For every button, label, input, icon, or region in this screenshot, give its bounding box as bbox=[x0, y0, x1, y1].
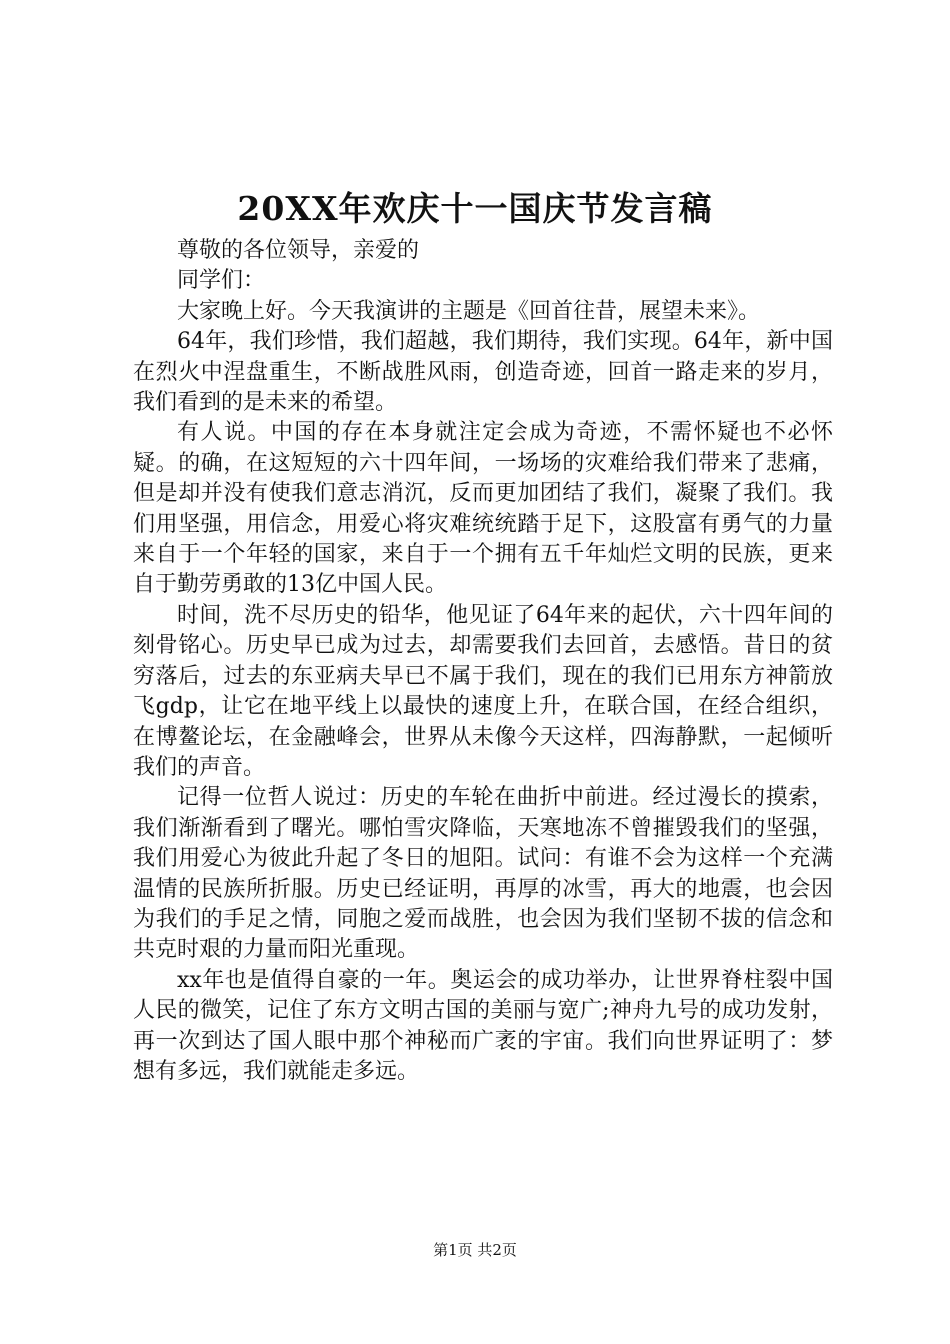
document-title: 20XX年欢庆十一国庆节发言稿 bbox=[237, 189, 713, 228]
paragraph-3: 有人说。中国的存在本身就注定会成为奇迹，不需怀疑也不必怀疑。的确，在这短短的六十四年间，一场场的灾难给我们带来了悲痛，但是却并没有使我们意志消沉，反而更加团结了我们，凝聚了我们。我们用坚强，用信念，用爱心将灾难统统踏于足下，这股富有勇气的力量来自于一个年轻的国家，来自于一个拥有五千年灿烂文明的民族，更来自于勤劳勇敢的13亿中国人民。 bbox=[133, 420, 833, 598]
paragraph-5: 记得一位哲人说过：历史的车轮在曲折中前进。经过漫长的摸索，我们渐渐看到了曙光。哪怕雪灾降临，天寒地冻不曾摧毁我们的坚强，我们用爱心为彼此升起了冬日的旭阳。试问：有谁不会为这样一个充满温情的民族所折服。历史已经证明，再厚的冰雪，再大的地震，也会因为我们的手足之情，同胞之爱而战胜，也会因为我们坚韧不拔的信念和共克时艰的力量而阳光重现。 bbox=[133, 785, 833, 963]
paragraph-1: 大家晚上好。今天我演讲的主题是《回首往昔，展望未来》。 bbox=[177, 298, 761, 324]
salutation-line-2: 同学们： bbox=[177, 268, 266, 294]
paragraph-4: 时间，洗不尽历史的铅华，他见证了64年来的起伏，六十四年间的刻骨铭心。历史早已成为过去，却需要我们去回首，去感悟。昔日的贫穷落后，过去的东亚病夫早已不属于我们，现在的我们已用东方神箭放飞gdp，让它在地平线上以最快的速度上升，在联合国，在经合组织，在博鳌论坛，在金融峰会，世界从未像今天这样，四海静默，一起倾听我们的声音。 bbox=[133, 602, 833, 780]
page-footer: 第1页 共2页 bbox=[433, 1241, 517, 1259]
paragraph-6: xx年也是值得自豪的一年。奥运会的成功举办，让世界脊柱裂中国人民的微笑，记住了东方文明古国的美丽与宽广;神舟九号的成功发射，再一次到达了国人眼中那个神秘而广袤的宇宙。我们向世界证明了：梦想有多远，我们就能走多远。 bbox=[133, 967, 833, 1084]
document-body bbox=[133, 236, 833, 1087]
paragraph-2: 64年，我们珍惜，我们超越，我们期待，我们实现。64年，新中国在烈火中涅盘重生，不断战胜风雨，创造奇迹，回首一路走来的岁月，我们看到的是未来的希望。 bbox=[133, 329, 833, 416]
salutation-line-1: 尊敬的各位领导，亲爱的 bbox=[177, 238, 420, 263]
